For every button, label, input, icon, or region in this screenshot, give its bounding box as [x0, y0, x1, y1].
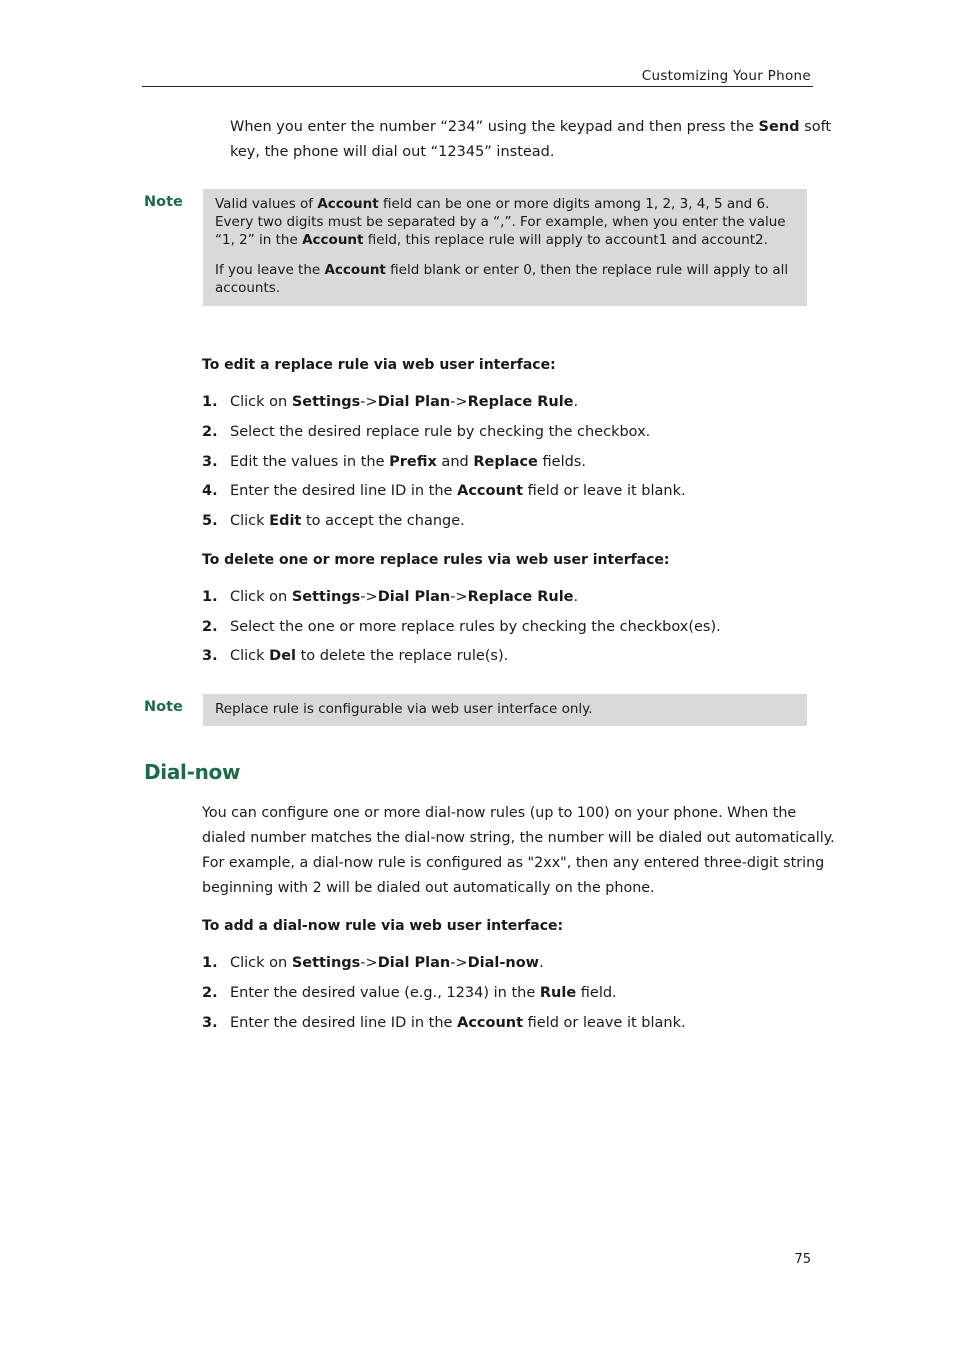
step-number: 4.: [202, 483, 218, 499]
edit-step-2: [202, 424, 650, 440]
header-rule: [142, 86, 813, 87]
account-keyword: Account: [302, 232, 364, 248]
step-text: Edit the values in the: [230, 454, 390, 470]
edit-step-1: [202, 394, 578, 410]
step-text: field or leave it blank.: [523, 1015, 686, 1031]
settings-keyword: Settings: [291, 394, 361, 410]
note-label-2: Note: [144, 699, 183, 715]
step-end: .: [573, 589, 579, 605]
delete-procedure-title: To delete one or more replace rules via web user interface:: [202, 552, 670, 568]
step-number: 3.: [202, 1015, 218, 1031]
note-text: field blank or enter 0, then the replace rule will apply to all accounts.: [215, 262, 789, 296]
step-text: Enter the desired value (e.g., 1234) in the: [230, 985, 540, 1001]
account-keyword: Account: [457, 483, 524, 499]
dial-plan-keyword: Dial Plan: [377, 955, 451, 971]
step-text: Enter the desired line ID in the: [230, 1015, 458, 1031]
note-box: [203, 189, 807, 306]
edit-keyword: Edit: [269, 513, 302, 529]
intro-text-end: soft: [799, 119, 832, 135]
step-text: Select the one or more replace rules by checking the checkbox(es).: [230, 619, 721, 635]
add-step-3: [202, 1015, 686, 1031]
note-label: Note: [144, 194, 183, 210]
add-step-2: [202, 985, 617, 1001]
step-number: 1.: [202, 955, 218, 971]
replace-rule-keyword: Replace Rule: [467, 589, 574, 605]
edit-procedure-title: To edit a replace rule via web user interface:: [202, 357, 556, 373]
dial-now-keyword: Dial-now: [467, 955, 540, 971]
dial-plan-keyword: Dial Plan: [377, 589, 451, 605]
edit-step-5: [202, 513, 465, 529]
send-keyword: Send: [758, 119, 800, 135]
account-keyword: Account: [457, 1015, 524, 1031]
account-keyword: Account: [324, 262, 386, 278]
step-end: .: [539, 955, 544, 971]
step-number: 2.: [202, 985, 218, 1001]
section-title-dial-now: Dial-now: [144, 760, 241, 784]
paragraph-line: You can configure one or more dial-now rules (up to 100) on your phone. When the: [202, 805, 797, 821]
intro-line-1: [230, 115, 831, 140]
note-text: If you leave the: [215, 262, 325, 278]
delete-step-3: [202, 648, 508, 664]
step-text: Click on: [230, 589, 292, 605]
step-text: Click: [230, 513, 270, 529]
step-number: 2.: [202, 424, 218, 440]
step-text: and: [436, 454, 474, 470]
arrow: ->: [360, 589, 378, 605]
step-number: 5.: [202, 513, 218, 529]
del-keyword: Del: [269, 648, 297, 664]
paragraph-line: For example, a dial-now rule is configured as "2xx", then any entered three-digit string: [202, 855, 825, 871]
replace-rule-keyword: Replace Rule: [467, 394, 574, 410]
arrow: ->: [360, 955, 378, 971]
arrow: ->: [450, 589, 468, 605]
dial-now-paragraph: [202, 801, 835, 901]
note-text: field can be one or more digits among 1, 2, 3, 4, 5 and 6. Every two digits must be separated by a “,”. For example, when you enter the value “1, 2” in the: [215, 196, 786, 248]
account-keyword: Account: [317, 196, 379, 212]
step-number: 1.: [202, 589, 218, 605]
intro-text: When you enter the number “234” using the keypad and then press the: [230, 119, 759, 135]
step-text: to accept the change.: [301, 513, 465, 529]
step-number: 1.: [202, 394, 218, 410]
delete-step-2: [202, 619, 721, 635]
arrow: ->: [450, 955, 468, 971]
settings-keyword: Settings: [291, 955, 361, 971]
note-text: Replace rule is configurable via web user interface only.: [215, 701, 593, 717]
page-number: 75: [794, 1252, 811, 1267]
intro-paragraph: [230, 115, 831, 165]
rule-keyword: Rule: [539, 985, 577, 1001]
step-text: field.: [576, 985, 617, 1001]
add-step-1: [202, 955, 544, 971]
step-text: Click on: [230, 394, 292, 410]
step-number: 2.: [202, 619, 218, 635]
edit-step-4: [202, 483, 686, 499]
arrow: ->: [360, 394, 378, 410]
step-number: 3.: [202, 648, 218, 664]
step-text: Click on: [230, 955, 292, 971]
step-text: to delete the replace rule(s).: [296, 648, 509, 664]
replace-keyword: Replace: [473, 454, 538, 470]
settings-keyword: Settings: [291, 589, 361, 605]
delete-step-1: [202, 589, 578, 605]
step-number: 3.: [202, 454, 218, 470]
note-paragraph-2: [215, 261, 795, 297]
add-procedure-title: To add a dial-now rule via web user interface:: [202, 918, 564, 934]
note-paragraph-1: [215, 195, 795, 249]
dial-plan-keyword: Dial Plan: [377, 394, 451, 410]
step-text: Select the desired replace rule by checking the checkbox.: [230, 424, 651, 440]
paragraph-line: beginning with 2 will be dialed out automatically on the phone.: [202, 880, 655, 896]
step-text: field or leave it blank.: [523, 483, 686, 499]
step-end: .: [573, 394, 579, 410]
step-text: Enter the desired line ID in the: [230, 483, 458, 499]
note-box-2: [203, 694, 807, 726]
note-text: field, this replace rule will apply to account1 and account2.: [363, 232, 768, 248]
edit-step-3: [202, 454, 586, 470]
step-text: Click: [230, 648, 270, 664]
step-text: fields.: [537, 454, 586, 470]
prefix-keyword: Prefix: [389, 454, 437, 470]
running-header: Customizing Your Phone: [641, 68, 811, 84]
intro-line-2: key, the phone will dial out “12345” instead.: [230, 144, 555, 160]
arrow: ->: [450, 394, 468, 410]
note-text: Valid values of: [215, 196, 318, 212]
paragraph-line: dialed number matches the dial-now string, the number will be dialed out automatically.: [202, 830, 835, 846]
